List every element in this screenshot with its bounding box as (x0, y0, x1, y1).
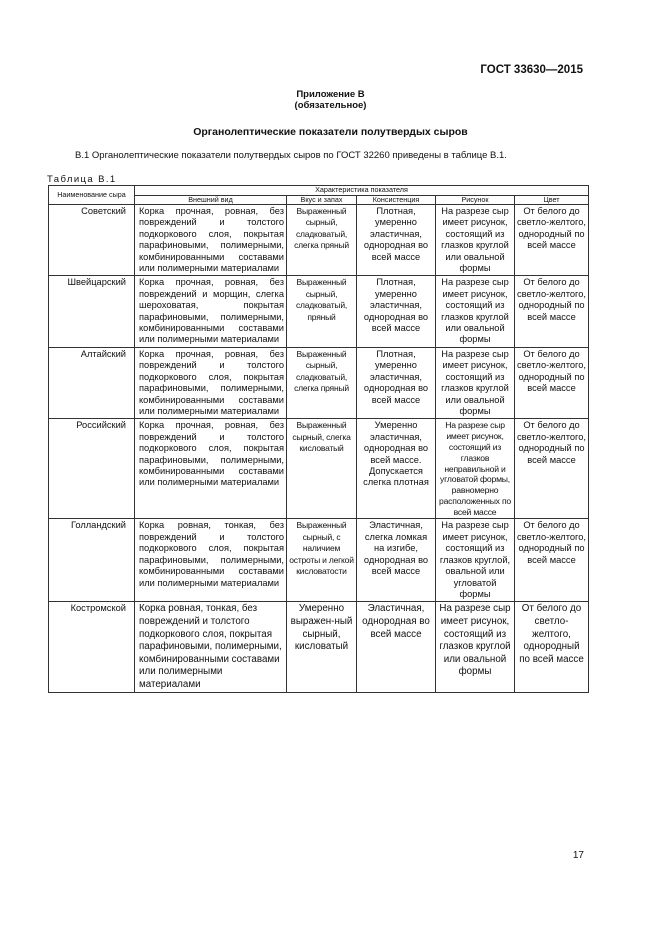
appearance-cell: Корка прочная, ровная, без повреждений и толстого подкоркового слоя, покрытая парафиновыми, полимерными, комбинированными составами или полимерными материалами (135, 205, 287, 276)
appearance-cell: Корка прочная, ровная, без повреждений и морщин, слегка шероховатая, покрытая парафиновыми, полимерными, комбинированными составами или полимерными материалами (135, 276, 287, 347)
table-row (49, 205, 589, 276)
col-group-header: Характеристика показателя (135, 186, 589, 196)
taste-cell: Выраженный сырный, слегка кисловатый (287, 419, 357, 519)
appendix-heading (0, 89, 661, 111)
table-row (49, 347, 589, 418)
texture-cell: Плотная, умеренно эластичная, однородная во всей массе (357, 276, 436, 347)
pattern-cell: На разрезе сыр имеет рисунок, состоящий из глазков круглой или овальной формы (436, 205, 515, 276)
appearance-cell: Корка ровная, тонкая, без повреждений и толстого подкоркового слоя, покрытая парафиновыми, полимерными, комбинированными составами или полимерными материалами (135, 519, 287, 602)
pattern-cell: На разрезе сыр имеет рисунок, состоящий из глазков круглой, овальной или угловатой формы (436, 519, 515, 602)
color-cell: От белого до светло-желтого, однородный по всей массе (515, 602, 589, 693)
texture-cell: Эластичная, однородная во всей массе (357, 602, 436, 693)
color-cell: От белого до светло-желтого, однородный по всей массе (515, 205, 589, 276)
texture-cell: Плотная, умеренно эластичная, однородная во всей массе (357, 205, 436, 276)
taste-cell: Выраженный сырный, сладковатый, слегка пряный (287, 347, 357, 418)
section-heading: Органолептические показатели полутвердых сыров (193, 126, 468, 138)
page-number: 17 (572, 850, 584, 861)
table-row (49, 519, 589, 602)
col-header-name: Наименование сыра (49, 186, 135, 205)
color-cell: От белого до светло-желтого, однородный по всей массе (515, 347, 589, 418)
taste-cell: Выраженный сырный, сладковатый, пряный (287, 276, 357, 347)
col-header-color: Цвет (515, 195, 589, 205)
cheese-name: Алтайский (49, 347, 135, 418)
cheese-name: Российский (49, 419, 135, 519)
table-row (49, 419, 589, 519)
cheese-table (48, 185, 589, 693)
appearance-cell: Корка прочная, ровная, без повреждений и толстого подкоркового слоя, покрытая парафиновыми, полимерными, комбинированными составами или полимерными материалами (135, 347, 287, 418)
intro-paragraph: В.1 Органолептические показатели полутвердых сыров по ГОСТ 32260 приведены в таблице В.1. (75, 150, 507, 161)
color-cell: От белого до светло-желтого, однородный по всей массе (515, 276, 589, 347)
taste-cell: Выраженный сырный, с наличием остроты и легкой кисловатости (287, 519, 357, 602)
pattern-cell: На разрезе сыр имеет рисунок, состоящий из глазков круглой или овальной формы (436, 347, 515, 418)
appendix-title: Приложение В (296, 89, 365, 100)
color-cell: От белого до светло-желтого, однородный по всей массе (515, 519, 589, 602)
table-row (49, 602, 589, 693)
col-header-appearance: Внешний вид (135, 195, 287, 205)
texture-cell: Умеренно эластичная, однородная во всей массе. Допускается слегка плотная (357, 419, 436, 519)
appendix-status: (обязательное) (294, 100, 367, 111)
cheese-name: Голландский (49, 519, 135, 602)
pattern-cell: На разрезе сыр имеет рисунок, состоящий из глазков неправильной и угловатой формы, равномерно расположенных по всей массе (436, 419, 515, 519)
standard-code: ГОСТ 33630—2015 (480, 64, 583, 76)
taste-cell: Выраженный сырный, сладковатый, слегка пряный (287, 205, 357, 276)
table-row (49, 276, 589, 347)
appearance-cell: Корка ровная, тонкая, без повреждений и толстого подкоркового слоя, покрытая парафиновыми, полимерными, комбинированными составами или полимерными материалами (135, 602, 287, 693)
col-header-pattern: Рисунок (436, 195, 515, 205)
color-cell: От белого до светло-желтого, однородный по всей массе (515, 419, 589, 519)
cheese-name: Костромской (49, 602, 135, 693)
col-header-texture: Консистенция (357, 195, 436, 205)
table-caption: Таблица В.1 (47, 174, 117, 185)
texture-cell: Плотная, умеренно эластичная, однородная во всей массе (357, 347, 436, 418)
taste-cell: Умеренно выражен-ный сырный, кисловатый (287, 602, 357, 693)
texture-cell: Эластичная, слегка ломкая на изгибе, однородная во всей массе (357, 519, 436, 602)
col-header-taste: Вкус и запах (287, 195, 357, 205)
pattern-cell: На разрезе сыр имеет рисунок, состоящий из глазков круглой или овальной формы (436, 276, 515, 347)
pattern-cell: На разрезе сыр имеет рисунок, состоящий из глазков круглой или овальной формы (436, 602, 515, 693)
cheese-name: Швейцарский (49, 276, 135, 347)
cheese-name: Советский (49, 205, 135, 276)
appearance-cell: Корка прочная, ровная, без повреждений и толстого подкоркового слоя, покрытая парафиновыми, полимерными, комбинированными составами или полимерными материалами (135, 419, 287, 519)
